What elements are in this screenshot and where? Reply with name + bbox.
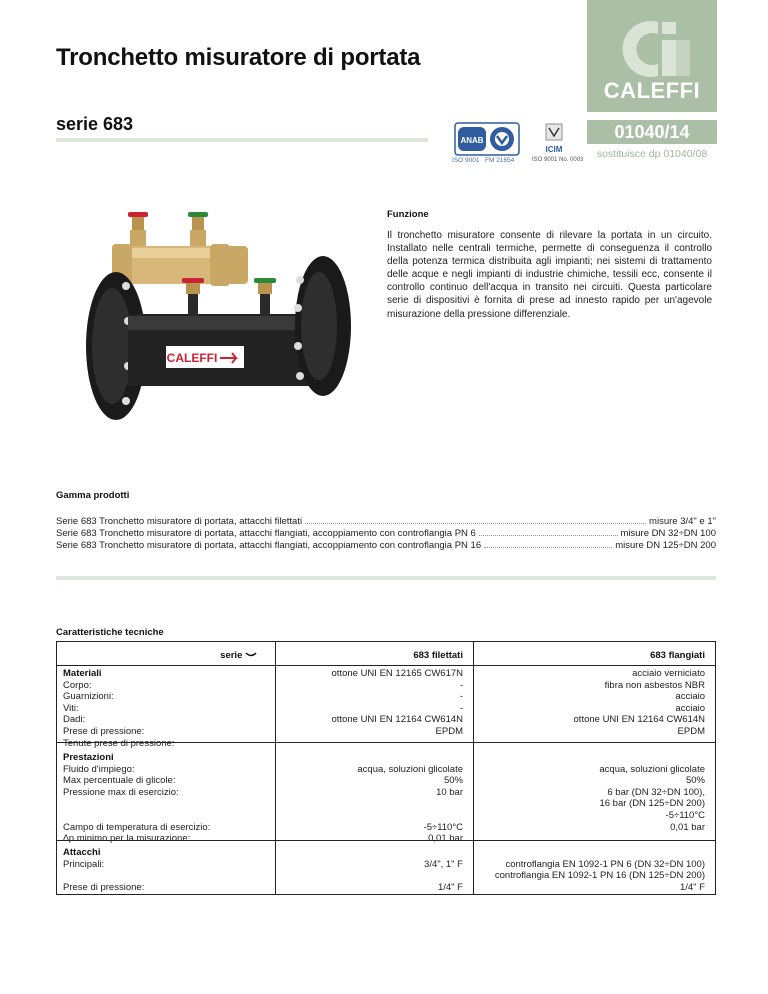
range-value: misure DN 32÷DN 100 (620, 528, 716, 539)
value: 10 bar (436, 786, 463, 798)
label (63, 810, 210, 822)
threaded-meter-illustration (112, 212, 248, 286)
value: acciaio verniciato (632, 668, 705, 679)
label: Campo di temperatura di esercizio: (63, 821, 211, 833)
range-heading: Gamma prodotti (56, 490, 130, 501)
function-heading: Funzione (387, 209, 429, 220)
range-label: Serie 683 Tronchetto misuratore di portata, attacchi filettati (56, 516, 303, 527)
cert-caption-fm: FM 21654 (485, 157, 515, 164)
label: Max percentuale di glicole: (63, 775, 176, 787)
cert2-logo-text: ICIM (545, 145, 563, 154)
value: acqua, soluzioni glicolate (357, 763, 463, 775)
label: Viti: (63, 702, 79, 714)
range-value: misure DN 125÷DN 200 (615, 540, 716, 551)
materials-col1 (283, 668, 463, 738)
col2-header: 683 flangiati (650, 650, 705, 661)
brand-name: CALEFFI (603, 78, 701, 103)
value: - (459, 679, 463, 691)
value: -5÷110°C (423, 821, 463, 833)
range-value: misure 3/4" e 1" (649, 516, 716, 527)
value: 0,01 bar (670, 821, 705, 833)
section-divider (56, 576, 716, 580)
curve-arrow-icon (245, 652, 257, 658)
value: EPDM (677, 725, 705, 737)
label: Principali: (63, 858, 105, 870)
value: - (459, 691, 463, 703)
connections-col1 (283, 847, 463, 893)
value: -5÷110°C (665, 809, 705, 821)
value: acciaio (675, 691, 705, 703)
performance-col1 (283, 752, 463, 845)
leader-dots (484, 539, 612, 548)
connections-col2 (481, 847, 705, 893)
label: Corpo: (63, 679, 92, 691)
header-divider (57, 665, 715, 666)
column-divider (275, 642, 276, 894)
value: ottone UNI EN 12165 CW617N (331, 668, 463, 679)
leader-dots (479, 527, 618, 536)
value: fibra non asbestos NBR (604, 679, 705, 691)
value (283, 798, 463, 810)
value (481, 833, 705, 845)
tech-heading: Caratteristiche tecniche (56, 627, 164, 638)
materials-col2 (481, 668, 705, 738)
function-text: Il tronchetto misuratore consente di rilevare la portata in un circuito. Installato nelle centrali termiche, permette di conseguenza il controllo della potenza termica distribuita agli impianti; nei sistemi di trattamento delle acque e negli impianti di industrie chimiche, tessili ecc, consente il controllo continuo dell'acqua in transito nei circuiti. Questa particolare serie di dispositivi è fornita di prese ad innesto rapido per un'agevole misurazione della pressione differenziale. (387, 230, 712, 320)
cert-caption-icim: ISO 9001 No. 0003 (532, 157, 584, 163)
cert1-logo-text: ANAB (460, 136, 484, 145)
value: 1/4" F (679, 881, 705, 893)
performance-labels (63, 752, 210, 845)
page-title: Tronchetto misuratore di portata (56, 44, 421, 71)
value: EPDM (435, 725, 463, 737)
replaces-note: sostituisce dp 01040/08 (596, 148, 708, 160)
product-brand-label: CALEFFI (166, 351, 218, 365)
value: controflangia EN 1092-1 PN 6 (DN 32÷DN 100) (505, 858, 705, 870)
label (63, 798, 210, 810)
icim-certification-icon (541, 122, 567, 156)
leader-dots (305, 515, 646, 524)
col1-header: 683 filettati (413, 650, 463, 661)
label: ∆p minimo per la misurazione: (63, 833, 191, 845)
value: acciaio (675, 702, 705, 714)
label (63, 870, 144, 882)
range-label: Serie 683 Tronchetto misuratore di portata, attacchi flangiati, accoppiamento con controflangia PN 16 (56, 540, 482, 551)
value: ottone UNI EN 12164 CW614N (573, 714, 705, 726)
range-row (56, 527, 716, 539)
series-title: serie 683 (56, 114, 134, 134)
value: acqua, soluzioni glicolate (599, 763, 705, 775)
series-column-header (207, 650, 257, 661)
value: 16 bar (DN 125÷DN 200) (599, 798, 705, 810)
value: 50% (685, 775, 705, 787)
label: Guarnizioni: (63, 691, 114, 703)
caleffi-logo-icon (610, 14, 696, 84)
range-label: Serie 683 Tronchetto misuratore di portata, attacchi flangiati, accoppiamento con controflangia PN 6 (56, 528, 476, 539)
performance-heading: Prestazioni (63, 752, 114, 763)
connections-heading: Attacchi (63, 847, 101, 858)
value: 6 bar (DN 32÷DN 100), (607, 786, 705, 798)
column-divider (473, 642, 474, 894)
value: controflangia EN 1092-1 PN 16 (DN 125÷DN 200) (494, 870, 705, 882)
performance-col2 (481, 752, 705, 845)
value: ottone UNI EN 12164 CW614N (331, 714, 463, 726)
value (283, 870, 463, 882)
tech-table (56, 641, 716, 895)
cert-caption-iso: ISO 9001 (452, 157, 480, 164)
label: Pressione max di esercizio: (63, 786, 179, 798)
label: Prese di pressione: (63, 725, 145, 737)
range-row (56, 515, 716, 527)
connections-labels (63, 847, 144, 893)
product-image (68, 196, 368, 436)
value: - (459, 702, 463, 714)
materials-heading: Materiali (63, 668, 102, 679)
materials-labels (63, 668, 174, 749)
label: Dadi: (63, 714, 86, 726)
label: Fluido d'impiego: (63, 763, 135, 775)
value: 3/4", 1" F (424, 858, 463, 870)
value: 0,01 bar (428, 833, 463, 845)
label: Prese di pressione: (63, 881, 145, 893)
value (283, 810, 463, 822)
value: 1/4" F (437, 881, 463, 893)
anab-certification-icon (454, 122, 520, 156)
value: 50% (443, 775, 463, 787)
series-header-label: serie (220, 650, 243, 661)
document-number: 01040/14 (587, 120, 717, 144)
label: Tenute prese di pressione: (63, 737, 175, 749)
title-underline (56, 138, 428, 142)
range-row (56, 539, 716, 551)
